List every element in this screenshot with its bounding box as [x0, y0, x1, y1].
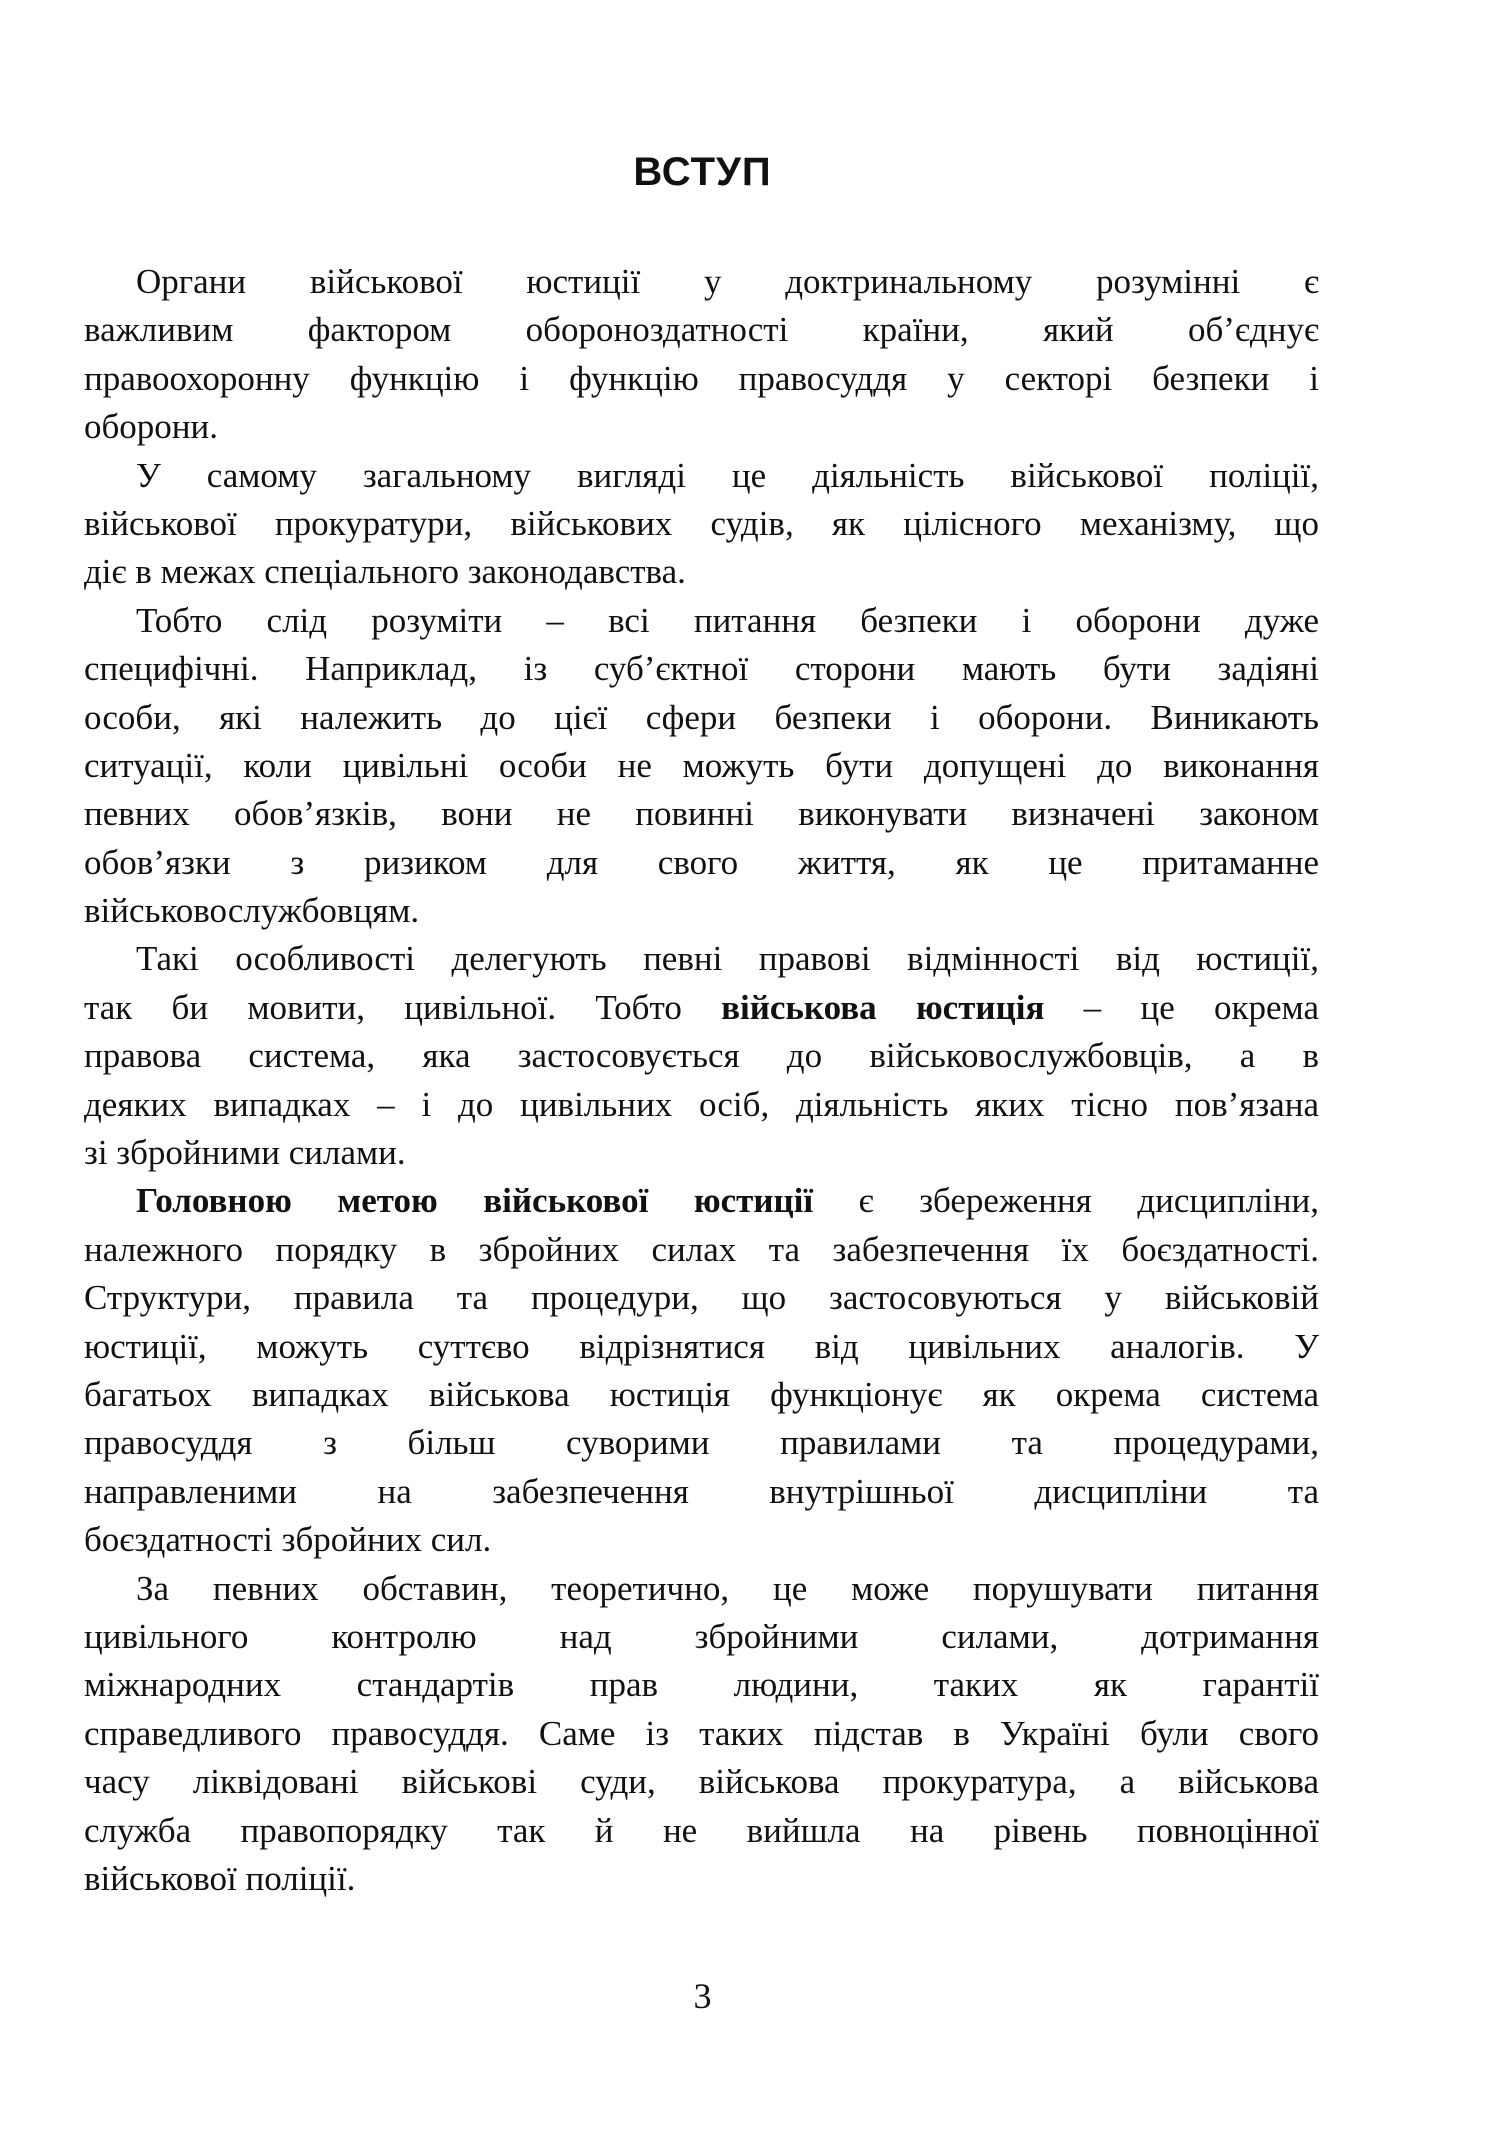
text-line — [84, 1081, 1319, 1129]
text-segment: військової прокуратури, військових судів, як цілісного механізму, що — [84, 503, 1319, 543]
text-line — [84, 1661, 1319, 1709]
text-segment: служба правопорядку так й не вийшла на рівень повноцінної — [84, 1810, 1319, 1850]
page-number: 3 — [693, 1976, 712, 2016]
text-segment: військовослужбовцям. — [84, 891, 420, 931]
text-line — [84, 742, 1319, 790]
text-segment: військової поліції. — [84, 1858, 356, 1898]
text-line — [84, 1177, 1319, 1225]
text-line — [84, 694, 1319, 742]
text-line — [84, 1468, 1319, 1516]
text-segment: – це окрема — [1044, 987, 1319, 1027]
bold-term: військова юстиція — [721, 987, 1045, 1027]
text-line — [84, 1565, 1319, 1613]
text-segment: є збереження дисципліни, — [813, 1181, 1319, 1221]
text-line — [84, 935, 1319, 983]
text-line — [84, 355, 1319, 403]
text-line — [84, 548, 1319, 596]
text-line — [84, 452, 1319, 500]
text-segment: Структури, правила та процедури, що застосовуються у військовій — [84, 1278, 1319, 1318]
paragraph — [84, 258, 1319, 452]
paragraph — [84, 1177, 1319, 1564]
text-line — [84, 1516, 1319, 1564]
text-segment: особи, які належить до цієї сфери безпеки і оборони. Виникають — [84, 697, 1319, 737]
text-segment: часу ліквідовані військові суди, військова прокуратура, а військова — [84, 1762, 1319, 1802]
text-segment: певних обов’язків, вони не повинні виконувати визначені законом — [84, 794, 1319, 834]
text-segment: Органи військової юстиції у доктринальному розумінні є — [136, 262, 1319, 301]
text-segment: За певних обставин, теоретично, це може порушувати питання — [136, 1568, 1319, 1608]
text-segment: направленими на забезпечення внутрішньої дисципліни та — [84, 1471, 1319, 1511]
text-line — [84, 1807, 1319, 1855]
page-title: ВСТУП — [633, 150, 772, 194]
document-body — [84, 258, 1319, 1903]
text-line — [84, 1323, 1319, 1371]
text-segment: правосуддя з більш суворими правилами та процедурами, — [84, 1423, 1319, 1463]
text-segment: Тобто слід розуміти – всі питання безпеки і оборони дуже — [136, 600, 1319, 640]
text-segment: зі збройними силами. — [84, 1133, 406, 1173]
text-line — [84, 1419, 1319, 1467]
text-segment: юстиції, можуть суттєво відрізнятися від цивільних аналогів. У — [84, 1326, 1319, 1366]
text-segment: обов’язки з ризиком для свого життя, як це притаманне — [84, 842, 1319, 882]
text-segment: оборони. — [84, 407, 219, 447]
text-segment: специфічні. Наприклад, із суб’єктної сторони мають бути задіяні — [84, 649, 1319, 689]
text-line — [84, 597, 1319, 645]
text-segment: Такі особливості делегують певні правові відмінності від юстиції, — [136, 939, 1319, 979]
text-line — [84, 984, 1319, 1032]
text-line — [84, 790, 1319, 838]
bold-term: Головною метою військової юстиції — [136, 1181, 814, 1221]
text-line — [84, 1129, 1319, 1177]
text-segment: належного порядку в збройних силах та забезпечення їх боєздатності. — [84, 1229, 1319, 1269]
text-segment: багатьох випадках військова юстиція функціонує як окрема система — [84, 1374, 1319, 1414]
text-line — [84, 403, 1319, 451]
paragraph — [84, 452, 1319, 597]
text-segment: так би мовити, цивільної. Тобто — [84, 987, 722, 1027]
text-line — [84, 1032, 1319, 1080]
text-line — [84, 1371, 1319, 1419]
text-segment: справедливого правосуддя. Саме із таких підстав в Україні були свого — [84, 1713, 1319, 1753]
text-line — [84, 258, 1319, 306]
text-segment: ситуації, коли цивільні особи не можуть бути допущені до виконання — [84, 745, 1319, 785]
text-segment: цивільного контролю над збройними силами, дотримання — [84, 1616, 1319, 1656]
text-segment: деяких випадках – і до цивільних осіб, діяльність яких тісно пов’язана — [84, 1084, 1319, 1124]
text-segment: правова система, яка застосовується до військовослужбовців, а в — [84, 1036, 1319, 1076]
paragraph — [84, 597, 1319, 936]
paragraph — [84, 935, 1319, 1177]
text-segment: У самому загальному вигляді це діяльність військової поліції, — [136, 455, 1319, 495]
text-line — [84, 1710, 1319, 1758]
text-segment: міжнародних стандартів прав людини, таких як гарантії — [84, 1665, 1319, 1705]
text-line — [84, 1613, 1319, 1661]
text-line — [84, 1226, 1319, 1274]
text-segment: діє в межах спеціального законодавства. — [84, 552, 686, 592]
text-segment: боєздатності збройних сил. — [84, 1520, 492, 1560]
text-segment: правоохоронну функцію і функцію правосуддя у секторі безпеки і — [84, 358, 1319, 398]
text-line — [84, 887, 1319, 935]
text-line — [84, 1274, 1319, 1322]
text-line — [84, 839, 1319, 887]
text-line — [84, 1758, 1319, 1806]
text-line — [84, 1855, 1319, 1903]
text-segment: важливим фактором обороноздатності країни, який об’єднує — [84, 310, 1319, 350]
text-line — [84, 500, 1319, 548]
text-line — [84, 306, 1319, 354]
text-line — [84, 645, 1319, 693]
paragraph — [84, 1565, 1319, 1904]
